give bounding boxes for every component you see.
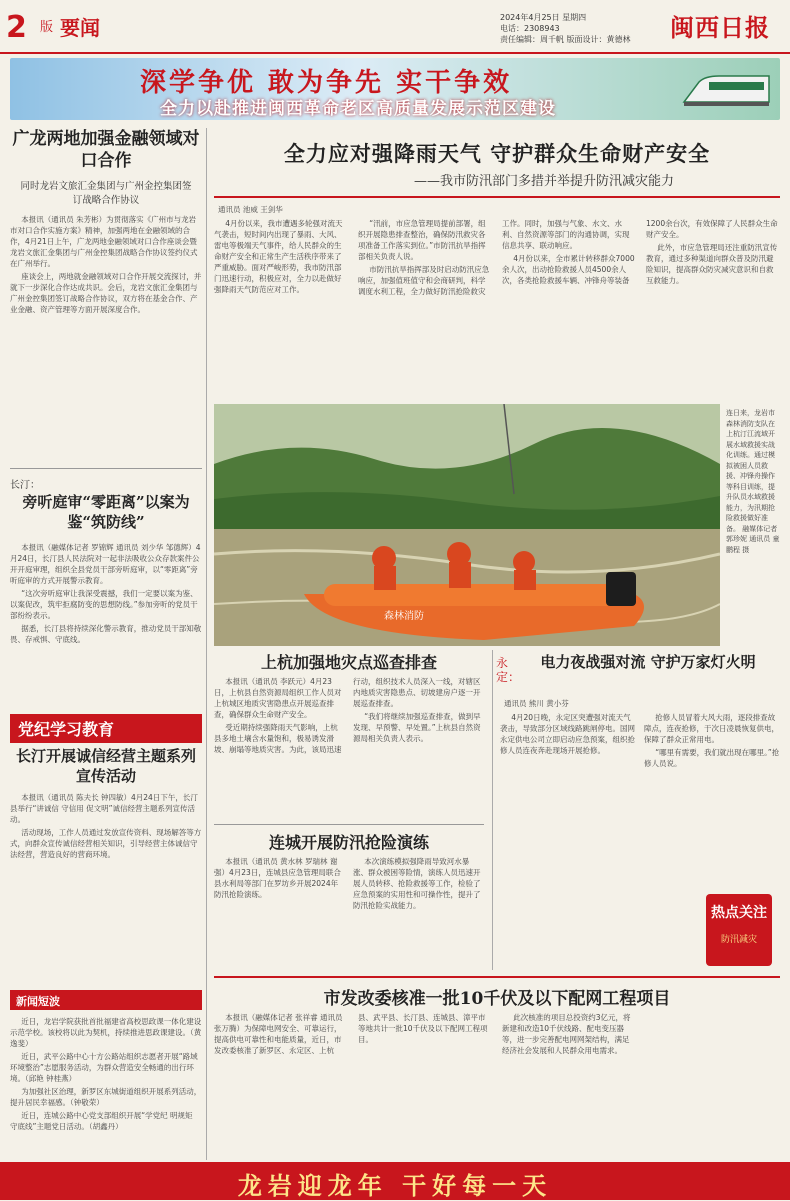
page-header xyxy=(0,0,790,54)
article-body-shanghang xyxy=(214,676,484,818)
divider xyxy=(10,468,202,469)
bottom-slogan-bar xyxy=(0,1162,790,1200)
article-title-liancheng: 连城开展防汛抢险演练 xyxy=(268,833,429,852)
train-icon xyxy=(679,68,774,112)
paragraph: 据悉，长汀县将持续深化警示教育，推动党员干部知敬畏、存戒惧、守底线。 xyxy=(10,624,202,644)
phone: 电话：2308943 xyxy=(500,24,560,33)
paragraph: 抢修人员冒着大风大雨，逐段排查故障点，连夜抢修，于次日凌晨恢复供电，保障了群众正常用电。 xyxy=(644,713,779,744)
paragraph: “汛前，市应急管理局提前部署，组织开展隐患排查整治，确保防汛救灾各项准备工作落实到位。”市防汛抗旱指挥部相关负责人说。 xyxy=(358,219,486,261)
left-column xyxy=(10,128,202,1158)
news-brief-title: 新闻短波 xyxy=(16,995,60,1008)
paragraph: 4月20日晚，永定区突遭强对流天气袭击，导致部分区域线路跳闸停电。国网永定供电公司立即启动应急预案，组织抢修人员连夜奔赴现场开展抢修。 xyxy=(500,713,635,755)
article-body-liancheng xyxy=(214,856,484,970)
stamp-title: 热点关注 xyxy=(711,905,767,921)
banner-subtitle: 全力以赴推进闽西革命老区高质量发展示范区建设 xyxy=(160,99,556,119)
headline: 全力应对强降雨天气 守护群众生命财产安全 xyxy=(283,141,711,166)
paragraph: 本报讯（融媒体记者 张祥睿 通讯员 张万腾）为保障电网安全、可靠运行，提高供电可靠性和电能质量，近日，市发改委核准了新罗区、永定区、上杭县、武平县、长汀县、连城县、漳平市等地共计一批10千伏及以下配网工程项目。 xyxy=(214,1013,488,1055)
article-body-finance xyxy=(10,214,202,454)
paragraph: 4月份以来，我市遭遇多轮强对流天气袭击，短时间内出现了暴雨、大风、雷电等极端天气事件，给人民群众的生命财产安全和正常生产生活秩序带来了严重威胁。面对严峻形势，我市防汛部门迅速行动，积极应对，全力以赴做好强降雨天气防范应对工作。 xyxy=(214,219,343,294)
article-body-grid-projects xyxy=(214,1012,780,1158)
main-article-body xyxy=(214,218,780,398)
column-divider xyxy=(492,650,493,970)
divider xyxy=(214,196,780,198)
paragraph: 4月份以来，全市累计转移群众7000余人次，出动抢险救援人员4500余人次，各类抢险救援车辆、冲锋舟等装备1200余台次，有效保障了人民群众生命财产安全。 xyxy=(502,219,778,285)
paragraph: 本报讯（融媒体记者 罗锦辉 通讯员 刘少华 邹德辉）4月24日，长汀县人民法院对一起非法吸收公众存款案件公开开庭审理，组织全县党员干部旁听庭审，以“零距离”旁听庭审的方式开展警示教育。 xyxy=(10,543,201,585)
brief-item: 近日，武平公路中心十方公路站组织志愿者开展“路域环境整治”志愿服务活动，为群众营造安全畅通的出行环境。（邱艳 钟桂燕） xyxy=(10,1052,198,1083)
paragraph: 本报讯（通讯员 陈夫长 钟四敏）4月24日下午，长汀县举行“讲诚信 守信用 促文明”诚信经营主题系列宣传活动。 xyxy=(10,793,198,824)
brief-item: 为加强社区治理，新罗区东城街道组织开展系列活动，提升居民幸福感。（钟敬荣） xyxy=(10,1087,202,1107)
place-label-yongding: 永定： xyxy=(496,656,521,684)
byline: 通讯员 熊川 黄小芬 xyxy=(504,699,569,708)
divider xyxy=(214,824,484,825)
section-box-party-discipline: 党纪学习教育 xyxy=(10,714,202,743)
paragraph: 本报讯（通讯员 黄水林 罗瑞林 谢强）4月23日，连城县应急管理局联合县水利局等部门在罗坊乡开展2024年防汛抢险演练。 xyxy=(214,857,341,899)
rescue-photo xyxy=(214,404,720,646)
place-label-changting: 长汀： xyxy=(10,480,40,491)
paragraph: 此外，市应急管理局还注重防汛宣传教育，通过多种渠道向群众普及防汛避险知识，提高群众防灾减灾意识和自救互救能力。 xyxy=(646,243,778,285)
section-name: 要闻 xyxy=(60,16,100,40)
paragraph: 本报讯（通讯员 李跃元）4月23日，上杭县自然资源局组织工作人员对上杭城区地质灾害隐患点开展巡查排查，确保群众生命财产安全。 xyxy=(214,677,342,719)
editors: 责任编辑：周千帆 版面设计：黄德林 xyxy=(500,35,631,44)
article-title-integrity: 长汀开展诚信经营主题系列宣传活动 xyxy=(15,747,196,785)
paragraph: “这次旁听庭审让我深受震撼，我们一定要以案为鉴、以案促改，筑牢拒腐防变的思想防线。”参加旁听的党员干部纷纷表示。 xyxy=(10,589,198,620)
stamp-subtitle: 防汛减灾 xyxy=(720,935,757,945)
top-banner xyxy=(10,58,780,120)
byline: 通讯员 池威 王剑华 xyxy=(218,205,283,214)
article-body-yongding xyxy=(500,712,780,912)
paragraph: 受近期持续强降雨天气影响，上杭县多地土壤含水量饱和，极易诱发滑坡、崩塌等地质灾害。为此，该局迅速行动，组织技术人员深入一线，对辖区内地质灾害隐患点、切坡建房户逐一开展巡查排查。 xyxy=(214,677,481,754)
issue-date: 2024年4月25日 星期四 xyxy=(500,13,587,22)
column-divider xyxy=(206,128,207,1160)
article-subtitle-finance: 同时龙岩文旅汇金集团与广州金控集团签订战略合作协议 xyxy=(20,181,192,206)
page-suffix: 版 xyxy=(40,20,54,35)
brief-item: 近日，龙岩学院获批首批福建省高校思政课一体化建设示范学校。该校将以此为契机，持续推进思政课建设。（黄逸斐） xyxy=(10,1017,202,1048)
article-title-finance: 广龙两地加强金融领域对口合作 xyxy=(12,129,200,171)
banner-title: 深学争优 敢为争先 实干争效 xyxy=(140,68,513,98)
article-title-yongding: 电力夜战强对流 守护万家灯火明 xyxy=(540,653,756,671)
masthead-logo: 闽西日报 xyxy=(670,13,770,42)
paragraph: 本次演练模拟强降雨导致河水暴涨、群众被困等险情，演练人员迅速开展人员转移、抢险救援等工作，检验了应急预案的实用性和可操作性，提升了防汛抢险实战能力。 xyxy=(353,857,481,910)
page-number: 2 xyxy=(6,10,27,45)
article-body-integrity xyxy=(10,792,202,928)
article-title-grid-projects: 市发改委核准一批10千伏及以下配网工程项目 xyxy=(323,989,671,1009)
boat-lettering: 森林消防 xyxy=(384,611,424,622)
hot-topic-stamp xyxy=(706,894,772,966)
paragraph: 活动现场，工作人员通过发放宣传资料、现场解答等方式，向群众宣传诚信经营相关知识，引导经营主体诚信守法经营，营造良好的营商环境。 xyxy=(10,828,202,859)
brief-item: 近日，连城公路中心党支部组织开展“学党纪 明规矩 守底线”主题党日活动。（胡鑫丹） xyxy=(10,1111,193,1131)
paragraph: “我们将继续加强巡查排查，做到早发现、早预警、早处置。”上杭县自然资源局相关负责人表示。 xyxy=(353,712,481,743)
paragraph: 此次核准的项目总投资约3亿元，将新建和改造10千伏线路、配电变压器等，进一步完善配电网网架结构，满足经济社会发展和人民群众用电需求。 xyxy=(502,1013,631,1055)
subheadline: ——我市防汛部门多措并举提升防汛减灾能力 xyxy=(413,174,674,189)
paragraph: “哪里有需要，我们就出现在哪里。”抢修人员说。 xyxy=(644,748,780,768)
bottom-slogan: 龙岩迎龙年 干好每一天 xyxy=(237,1172,553,1200)
divider xyxy=(214,976,780,978)
article-title-courtroom: 旁听庭审“零距离”以案为鉴“筑防线” xyxy=(22,493,190,531)
paragraph: 市防汛抗旱指挥部及时启动防汛应急响应，加强值班值守和会商研判，科学调度水利工程，全力做好防汛抢险救灾工作。同时，加强与气象、水文、水利、自然资源等部门的沟通协调，实现信息共享、联动响应。 xyxy=(358,219,630,296)
photo-caption: 连日来，龙岩市森林消防支队在上杭汀江流域开展水域救援实战化训练。通过模拟被困人员救援、冲锋舟操作等科目训练，提升队员水域救援能力，为汛期抢险救援做好准备。 融媒体记者 郭珍妮 通讯员 童鹏程 摄 xyxy=(726,409,780,554)
header-info xyxy=(500,12,660,45)
paragraph: 座谈会上，两地就金融领域对口合作开展交流探讨，并就下一步深化合作达成共识。会后，龙岩文旅汇金集团与广州金控集团签订战略合作协议，双方将在基金合作、产业金融、资产管理等方面开展深度合作。 xyxy=(10,272,202,314)
news-brief-list xyxy=(10,1016,202,1156)
paragraph: 本报讯（通讯员 朱芳彬）为贯彻落实《广州市与龙岩市对口合作实施方案》精神，加强两地在金融领域的合作，4月21日上午，广龙两地金融领域对口合作座谈会暨龙岩文旅汇金集团与广州金控集团战略合作协议签约仪式在广州举行。 xyxy=(10,215,198,268)
article-title-shanghang: 上杭加强地灾点巡查排查 xyxy=(260,653,437,672)
rescue-photo-image xyxy=(214,404,720,646)
main-area xyxy=(214,128,780,1158)
news-brief-header xyxy=(10,990,202,1010)
